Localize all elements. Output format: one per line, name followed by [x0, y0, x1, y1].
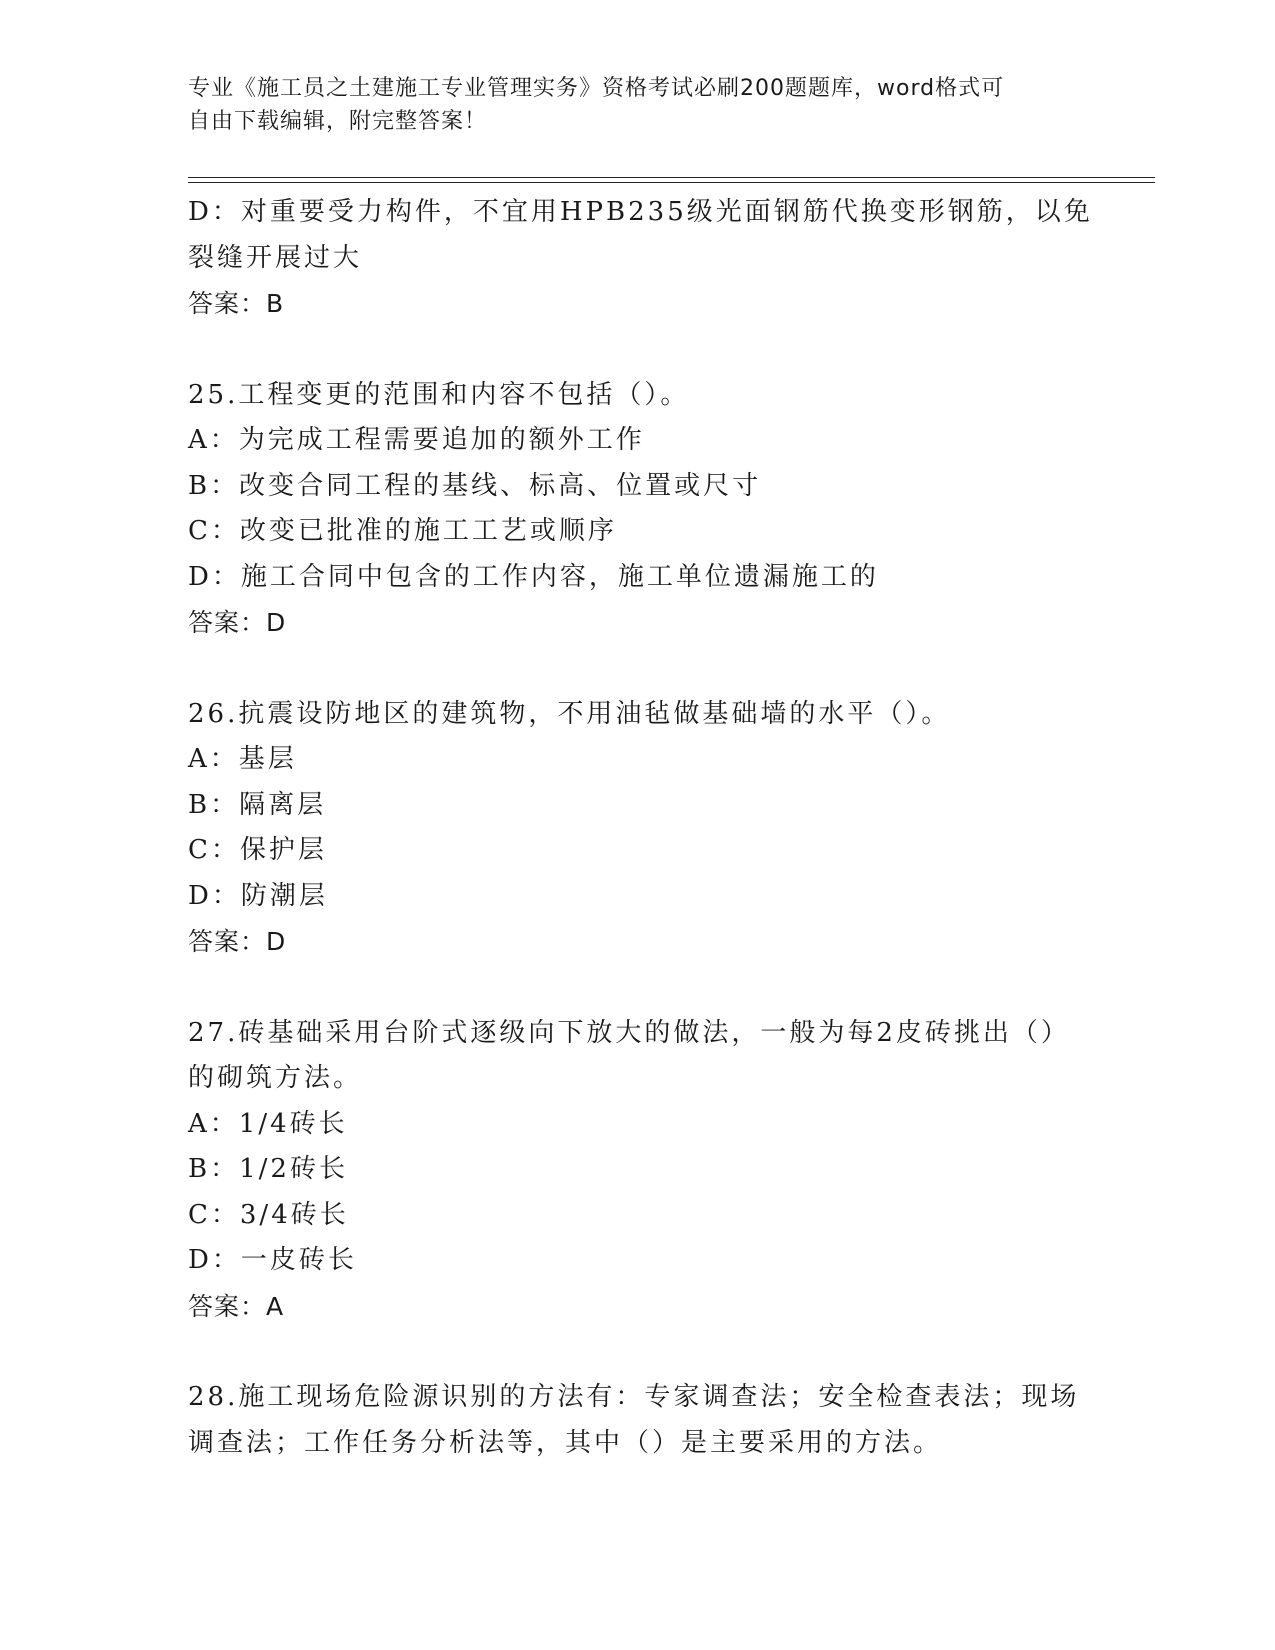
header-line-2: 自由下载编辑，附完整答案！ — [188, 109, 488, 134]
answer: 答案：A — [188, 1291, 285, 1321]
header-rule-top — [188, 177, 1155, 178]
option-a: A：基层 — [188, 744, 297, 774]
question-28 — [188, 1375, 1088, 1466]
answer: 答案：D — [188, 927, 287, 956]
option-a: A：1/4砖长 — [188, 1108, 348, 1139]
option-d-line-2: 裂缝开展过大 — [188, 242, 363, 273]
option-d: D：一皮砖长 — [188, 1245, 357, 1275]
question-text: 26.抗震设防地区的建筑物，不用油毡做基础墙的水平（）。 — [188, 698, 951, 729]
option-d: D：施工合同中包含的工作内容，施工单位遗漏施工的 — [188, 561, 879, 592]
question-content — [188, 190, 1093, 1466]
header-rule-bottom — [188, 182, 1155, 183]
question-text-line-1: 28.施工现场危险源识别的方法有：专家调查法；安全检查表法；现场 — [188, 1382, 1080, 1412]
option-c: C：改变已批准的施工工艺或顺序 — [188, 516, 617, 546]
option-d: D：防潮层 — [188, 880, 328, 911]
page-header — [188, 72, 1068, 138]
option-b: B：1/2砖长 — [188, 1154, 348, 1184]
question-text: 25.工程变更的范围和内容不包括（）。 — [188, 379, 690, 410]
question-27 — [188, 1011, 1088, 1330]
answer: 答案：B — [188, 289, 285, 318]
option-d-line-1: D：对重要受力构件，不宜用HPB235级光面钢筋代换变形钢筋，以免 — [188, 197, 1093, 227]
option-c: C：保护层 — [188, 835, 327, 865]
question-24-tail — [188, 190, 1093, 327]
question-text-line-2: 的砌筑方法。 — [188, 1063, 363, 1093]
question-26 — [188, 692, 1088, 965]
option-b: B：隔离层 — [188, 789, 327, 820]
question-25 — [188, 373, 1088, 646]
answer: 答案：D — [188, 608, 287, 637]
question-text-line-1: 27.砖基础采用台阶式逐级向下放大的做法，一般为每2皮砖挑出（） — [188, 1017, 1070, 1048]
question-text-line-2: 调查法；工作任务分析法等，其中（）是主要采用的方法。 — [188, 1427, 943, 1458]
option-c: C：3/4砖长 — [188, 1199, 349, 1230]
option-a: A：为完成工程需要追加的额外工作 — [188, 425, 645, 455]
option-b: B：改变合同工程的基线、标高、位置或尺寸 — [188, 470, 762, 501]
header-line-1: 专业《施工员之土建施工专业管理实务》资格考试必刷200题题库，word格式可 — [188, 76, 1005, 101]
